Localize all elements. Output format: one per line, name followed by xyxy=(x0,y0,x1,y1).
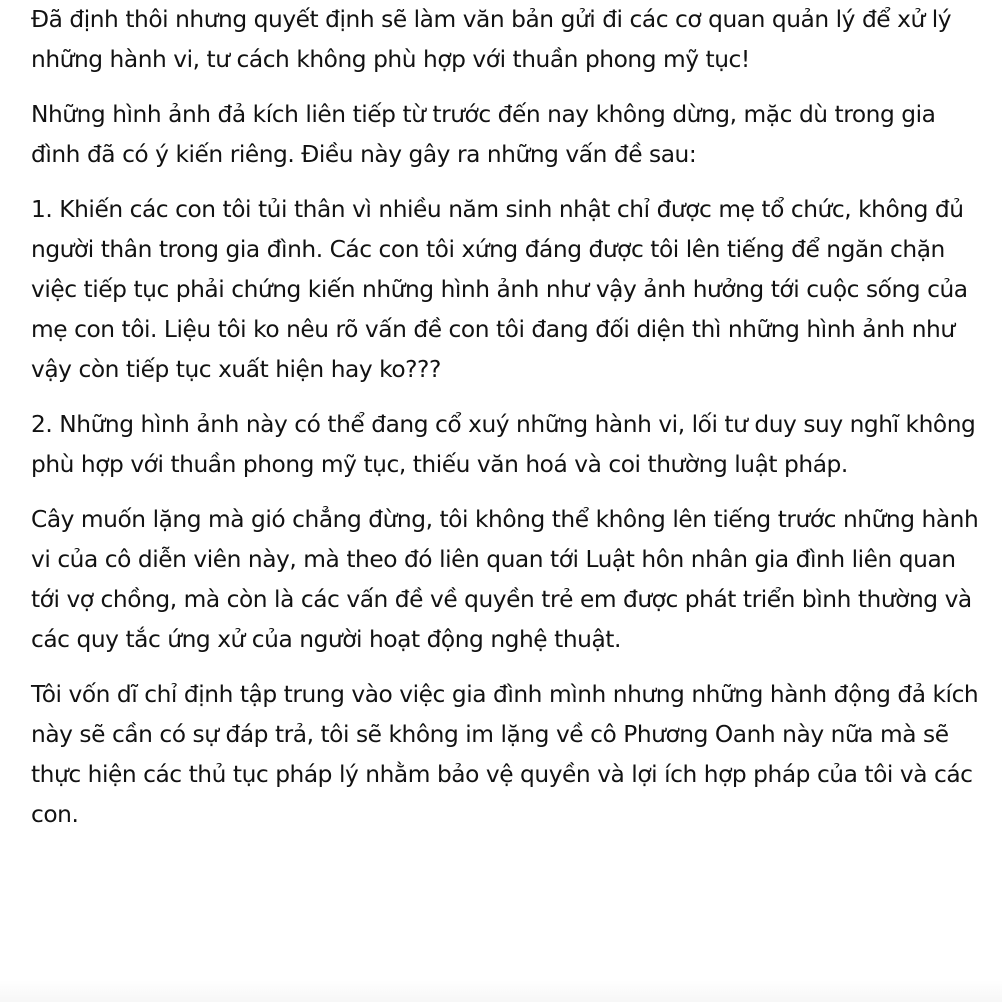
paragraph-point-2: 2. Những hình ảnh này có thể đang cổ xuý những hành vi, lối tư duy suy nghĩ không phù hợp với thuần phong mỹ tục, thiếu văn hoá và coi thường luật pháp. xyxy=(31,411,976,478)
paragraph-conclusion: Tôi vốn dĩ chỉ định tập trung vào việc gia đình mình nhưng những hành động đả kích này sẽ cần có sự đáp trả, tôi sẽ không im lặng về cô Phương Oanh này nữa mà sẽ thực hiện các thủ tục pháp lý nhằm bảo vệ quyền và lợi ích hợp pháp của tôi và các con. xyxy=(31,681,979,828)
paragraph-statement: Cây muốn lặng mà gió chẳng đừng, tôi không thể không lên tiếng trước những hành vi của cô diễn viên này, mà theo đó liên quan tới Luật hôn nhân gia đình liên quan tới vợ chồng, mà còn là các vấn đề về quyền trẻ em được phát triển bình thường và các quy tắc ứng xử của người hoạt động nghệ thuật. xyxy=(31,506,979,653)
bottom-fade xyxy=(0,980,1002,1002)
paragraph-point-1: 1. Khiến các con tôi tủi thân vì nhiều năm sinh nhật chỉ được mẹ tổ chức, không đủ người thân trong gia đình. Các con tôi xứng đáng được tôi lên tiếng để ngăn chặn việc tiếp tục phải chứng kiến những hình ảnh như vậy ảnh hưởng tới cuộc sống của mẹ con tôi. Liệu tôi ko nêu rõ vấn đề con tôi đang đối diện thì những hình ảnh như vậy còn tiếp tục xuất hiện hay ko??? xyxy=(31,196,968,383)
paragraph-intro: Đã định thôi nhưng quyết định sẽ làm văn bản gửi đi các cơ quan quản lý để xử lý những hành vi, tư cách không phù hợp với thuần phong mỹ tục! xyxy=(31,6,952,73)
paragraph-background: Những hình ảnh đả kích liên tiếp từ trước đến nay không dừng, mặc dù trong gia đình đã có ý kiến riêng. Điều này gây ra những vấn đề sau: xyxy=(31,101,936,168)
